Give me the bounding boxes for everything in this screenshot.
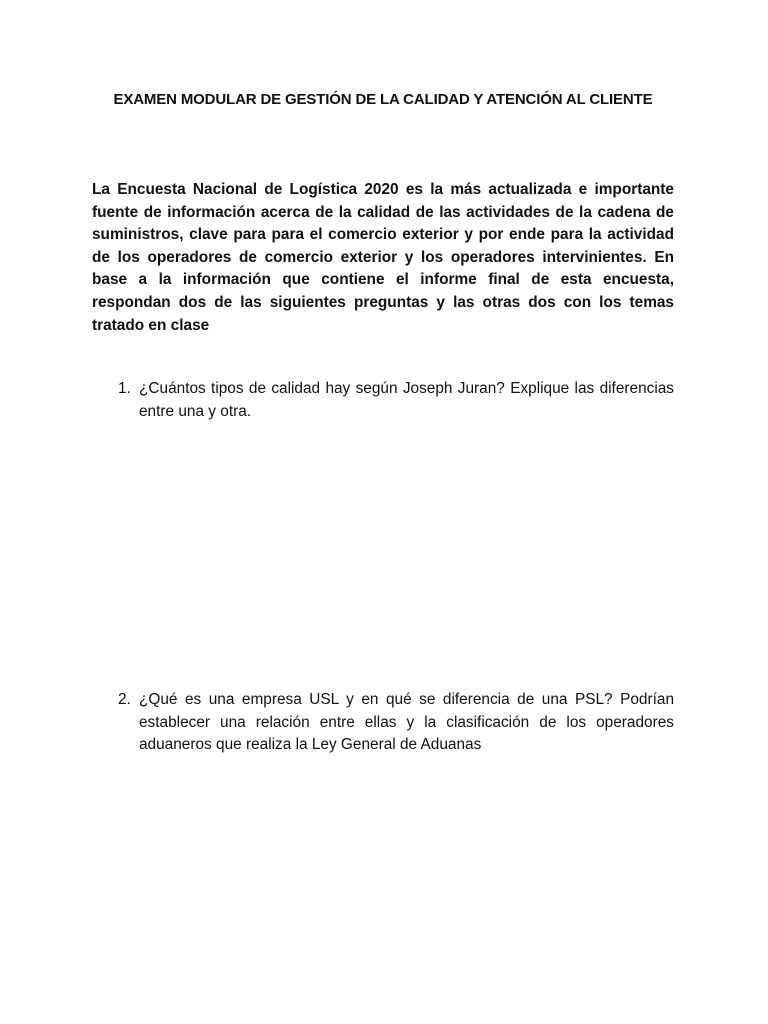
intro-paragraph: La Encuesta Nacional de Logística 2020 es la más actualizada e importante fuente de información acerca de la calidad de las actividades de la cadena de suministros, clave para para el comercio exterior y por ende para la actividad de los operadores de comercio exterior y los operadores intervinientes. En base a la información que contiene el informe final de esta encuesta, respondan dos de las siguientes preguntas y las otras dos con los temas tratado en clase [92,181,674,334]
document-title: EXAMEN MODULAR DE GESTIÓN DE LA CALIDAD Y ATENCIÓN AL CLIENTE [113,91,653,108]
question-item [92,378,674,423]
question-item [92,689,674,757]
question-number: 1. [118,380,131,397]
question-text: ¿Cuántos tipos de calidad hay según Joseph Juran? Explique las diferencias entre una y otra. [139,380,674,420]
question-text: ¿Qué es una empresa USL y en qué se diferencia de una PSL? Podrían establecer una relación entre ellas y la clasificación de los operadores aduaneros que realiza la Ley General de Aduanas [139,691,674,754]
question-number: 2. [118,691,131,708]
